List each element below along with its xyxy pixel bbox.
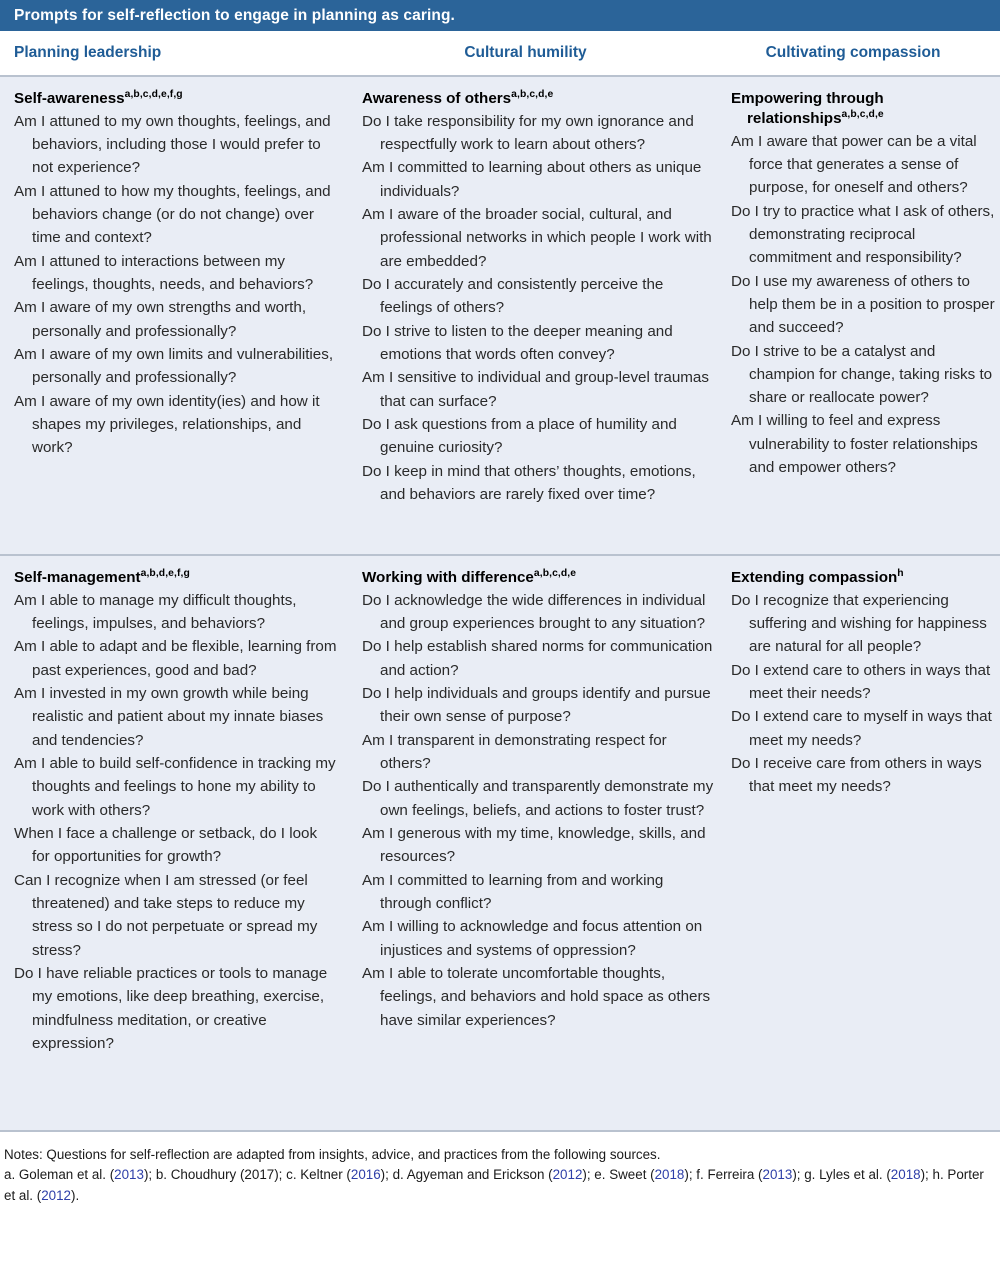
list-item: When I face a challenge or setback, do I look for opportunities for growth?: [14, 825, 318, 866]
cell-self-awareness: [0, 89, 347, 554]
list-item: Do I keep in mind that others’ thoughts, emotions, and behaviors are rarely fixed over time?: [362, 462, 696, 504]
column-header-row: [0, 31, 1000, 77]
notes-line-1: Notes: Questions for self-reflection are adapted from insights, advice, and practices from the following sources.: [4, 1147, 661, 1163]
list-item: Am I aware of the broader social, cultural, and professional networks in which people I work with are embedded?: [362, 206, 712, 270]
list-item: Am I transparent in demonstrating respect for others?: [362, 731, 667, 773]
subheading-empowering-through-relationships: [731, 89, 996, 129]
list-item: Do I take responsibility for my own ignorance and respectfully work to learn about others?: [362, 112, 694, 154]
citation-year-link[interactable]: 2018: [654, 1167, 685, 1183]
question-list-awareness-of-others: [362, 110, 716, 507]
subheading-text: Awareness of others: [362, 90, 512, 108]
question-list-working-with-difference: [362, 589, 716, 1032]
subheading-superscript: a,b,c,d,e: [533, 567, 577, 579]
subheading-superscript: a,b,d,e,f,g: [140, 567, 190, 579]
list-item: Do I help establish shared norms for communication and action?: [362, 638, 713, 679]
list-item: Am I able to adapt and be flexible, learning from past experiences, good and bad?: [14, 638, 337, 679]
table-title: Prompts for self-reflection to engage in planning as caring.: [0, 0, 1000, 31]
list-item: Am I willing to acknowledge and focus attention on injustices and systems of oppression?: [362, 918, 703, 959]
table-section-row-1: [0, 77, 1000, 554]
list-item: Am I sensitive to individual and group-level traumas that can surface?: [362, 369, 709, 410]
list-item: Am I aware of my own limits and vulnerabilities, personally and professionally?: [14, 346, 334, 387]
citation-year-link[interactable]: 2012: [41, 1187, 72, 1203]
list-item: Am I able to tolerate uncomfortable thoughts, feelings, and behaviors and hold space as others have similar experiences?: [362, 965, 711, 1029]
subheading-self-management: [14, 568, 337, 588]
cell-empowering-through-relationships: [722, 89, 1000, 554]
citation-text: ); f. Ferreira (: [684, 1167, 763, 1183]
subheading-second-line: [731, 109, 996, 129]
list-item: Am I committed to learning from and working through conflict?: [362, 871, 664, 913]
list-item: Do I receive care from others in ways that meet my needs?: [731, 755, 982, 796]
subheading-superscript: a,b,c,d,e: [511, 88, 554, 100]
citation-text: a. Goleman et al. (: [4, 1167, 115, 1183]
list-item: Do I strive to listen to the deeper meaning and emotions that words often convey?: [362, 322, 673, 364]
column-header-cultural-humility: Cultural humility: [464, 44, 587, 61]
question-list-extending-compassion: [731, 589, 996, 799]
list-item: Am I able to manage my difficult thoughts, feelings, impulses, and behaviors?: [14, 591, 297, 633]
column-header-planning-leadership: Planning leadership: [14, 44, 162, 61]
notes-sources: [4, 1165, 988, 1206]
list-item: Do I recognize that experiencing suffering and wishing for happiness are natural for all people?: [731, 591, 987, 656]
subheading-working-with-difference: [362, 568, 716, 588]
subheading-text: Extending compassion: [731, 569, 898, 587]
subheading-superscript: h: [897, 567, 904, 579]
subheading-superscript: a,b,c,d,e: [841, 108, 884, 120]
subheading-text: Self-management: [14, 569, 141, 587]
citation-year-link[interactable]: 2012: [552, 1167, 583, 1183]
list-item: Do I strive to be a catalyst and champion for change, taking risks to share or reallocate power?: [731, 342, 993, 407]
citation-year-link[interactable]: 2013: [762, 1167, 793, 1183]
citation-year-link[interactable]: 2013: [114, 1167, 144, 1183]
column-header-cultivating-compassion: Cultivating compassion: [765, 44, 941, 61]
citation-text: ); g. Lyles et al. (: [792, 1167, 891, 1183]
list-item: Am I aware that power can be a vital force that generates a sense of purpose, for oneself and others?: [731, 132, 977, 197]
question-list-self-awareness: [14, 110, 337, 460]
cell-extending-compassion: [722, 568, 1000, 1130]
list-item: Do I extend care to others in ways that meet their needs?: [731, 661, 991, 703]
list-item: Can I recognize when I am stressed (or feel threatened) and take steps to reduce my stress so I do not perpetuate or spread my stress?: [14, 871, 318, 959]
list-item: Am I aware of my own identity(ies) and how it shapes my privileges, relationships, and work?: [14, 392, 320, 457]
list-item: Do I try to practice what I ask of others, demonstrating reciprocal commitment and responsibility?: [731, 202, 995, 267]
list-item: Am I committed to learning about others as unique individuals?: [362, 159, 702, 200]
citation-year-link[interactable]: 2016: [350, 1167, 381, 1183]
cell-awareness-of-others: [347, 89, 722, 554]
subheading-text: Empowering through: [731, 90, 884, 108]
cell-self-management: [0, 568, 347, 1130]
list-item: Do I have reliable practices or tools to manage my emotions, like deep breathing, exercise, mindfulness meditation, or creative expression?: [14, 965, 328, 1053]
list-item: Am I generous with my time, knowledge, skills, and resources?: [362, 825, 706, 866]
table-notes: [0, 1130, 1000, 1206]
subheading-superscript: a,b,c,d,e,f,g: [124, 88, 183, 100]
list-item: Am I invested in my own growth while being realistic and patient about my innate biases and tendencies?: [14, 685, 324, 749]
list-item: Am I willing to feel and express vulnerability to foster relationships and empower others?: [731, 412, 978, 477]
list-item: Am I attuned to how my thoughts, feelings, and behaviors change (or do not change) over time and context?: [14, 182, 331, 247]
list-item: Am I aware of my own strengths and worth, personally and professionally?: [14, 299, 307, 340]
citation-text: ).: [71, 1187, 80, 1203]
question-list-empowering-through-relationships: [731, 130, 996, 480]
list-item: Am I attuned to my own thoughts, feelings, and behaviors, including those I would prefer to not experience?: [14, 112, 331, 177]
subheading-second-line-text: relationships: [747, 109, 842, 127]
list-item: Do I authentically and transparently demonstrate my own feelings, beliefs, and actions to foster trust?: [362, 778, 714, 819]
subheading-text: Self-awareness: [14, 90, 125, 108]
subheading-text: Working with difference: [362, 569, 534, 587]
list-item: Do I ask questions from a place of humility and genuine curiosity?: [362, 416, 677, 457]
list-item: Do I acknowledge the wide differences in individual and group experiences brought to any situation?: [362, 591, 706, 633]
citation-text: ); e. Sweet (: [582, 1167, 655, 1183]
list-item: Do I use my awareness of others to help them be in a position to prosper and succeed?: [731, 272, 995, 337]
cell-working-with-difference: [347, 568, 722, 1130]
list-item: Do I accurately and consistently perceive the feelings of others?: [362, 276, 664, 317]
citation-text: ); b. Choudhury (2017); c. Keltner (: [143, 1167, 351, 1183]
list-item: Do I help individuals and groups identify and pursue their own sense of purpose?: [362, 685, 711, 726]
table-section-row-2: [0, 554, 1000, 1130]
citation-text: ); h. Porter et al. (: [4, 1167, 984, 1203]
list-item: Am I able to build self-confidence in tracking my thoughts and feelings to hone my ability to work with others?: [14, 755, 336, 819]
citation-year-link[interactable]: 2018: [890, 1167, 921, 1183]
subheading-extending-compassion: [731, 568, 996, 588]
subheading-awareness-of-others: [362, 89, 716, 109]
question-list-self-management: [14, 589, 337, 1056]
list-item: Am I attuned to interactions between my feelings, thoughts, needs, and behaviors?: [14, 252, 314, 294]
list-item: Do I extend care to myself in ways that meet my needs?: [731, 708, 992, 749]
subheading-self-awareness: [14, 89, 337, 109]
citation-text: ); d. Agyeman and Erickson (: [380, 1167, 553, 1183]
